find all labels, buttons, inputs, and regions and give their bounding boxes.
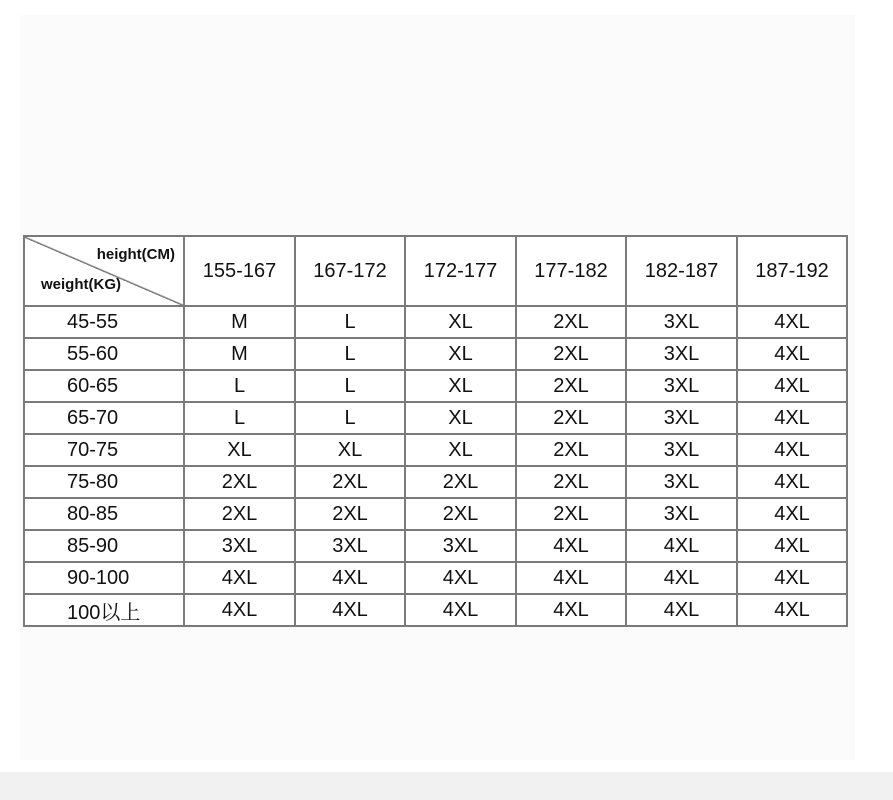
size-cell: 2XL [516, 466, 626, 498]
size-cell: 4XL [737, 562, 847, 594]
size-cell: 2XL [516, 402, 626, 434]
size-cell: 4XL [626, 562, 737, 594]
size-cell: 2XL [516, 338, 626, 370]
size-cell: 4XL [184, 594, 295, 626]
size-cell: 4XL [295, 562, 405, 594]
size-cell: 4XL [184, 562, 295, 594]
size-cell: 2XL [295, 466, 405, 498]
size-cell: 3XL [626, 402, 737, 434]
size-cell: 4XL [516, 594, 626, 626]
size-cell: 4XL [737, 402, 847, 434]
size-chart-table [23, 235, 848, 627]
size-cell: 2XL [405, 498, 516, 530]
size-cell: 2XL [516, 370, 626, 402]
size-cell: L [295, 370, 405, 402]
size-cell: M [184, 338, 295, 370]
table-row [24, 434, 847, 466]
size-cell: 2XL [516, 498, 626, 530]
size-cell: 4XL [737, 306, 847, 338]
table-row [24, 594, 847, 626]
weight-range-cell: 100以上 [24, 594, 184, 626]
size-cell: XL [405, 338, 516, 370]
size-cell: 4XL [737, 338, 847, 370]
weight-range-cell: 75-80 [24, 466, 184, 498]
table-row [24, 370, 847, 402]
size-cell: 4XL [405, 594, 516, 626]
size-cell: 2XL [405, 466, 516, 498]
size-cell: XL [184, 434, 295, 466]
size-cell: 4XL [516, 530, 626, 562]
height-axis-label: height(CM) [96, 246, 175, 263]
table-row [24, 466, 847, 498]
table-row [24, 338, 847, 370]
size-cell: 4XL [737, 594, 847, 626]
size-cell: 4XL [626, 594, 737, 626]
size-cell: 4XL [737, 498, 847, 530]
weight-range-cell: 60-65 [24, 370, 184, 402]
size-cell: 3XL [626, 498, 737, 530]
height-header: 177-182 [516, 236, 626, 306]
height-header: 187-192 [737, 236, 847, 306]
weight-range-cell: 90-100 [24, 562, 184, 594]
weight-range-cell: 55-60 [24, 338, 184, 370]
size-cell: 3XL [626, 306, 737, 338]
height-header: 172-177 [405, 236, 516, 306]
weight-axis-label: weight(KG) [41, 276, 121, 293]
weight-range-cell: 70-75 [24, 434, 184, 466]
size-cell: 4XL [516, 562, 626, 594]
size-cell: L [295, 402, 405, 434]
size-cell: 4XL [626, 530, 737, 562]
table-row [24, 306, 847, 338]
size-cell: XL [405, 434, 516, 466]
table-row [24, 562, 847, 594]
size-cell: XL [295, 434, 405, 466]
size-cell: 4XL [737, 370, 847, 402]
size-cell: M [184, 306, 295, 338]
size-cell: 2XL [184, 498, 295, 530]
size-cell: 2XL [516, 306, 626, 338]
table-row [24, 498, 847, 530]
weight-range-cell: 45-55 [24, 306, 184, 338]
size-cell: XL [405, 402, 516, 434]
size-cell: XL [405, 306, 516, 338]
weight-range-cell: 85-90 [24, 530, 184, 562]
size-cell: L [184, 370, 295, 402]
bottom-bar [0, 772, 893, 800]
table-row [24, 402, 847, 434]
size-cell: L [295, 306, 405, 338]
size-cell: 3XL [184, 530, 295, 562]
size-cell: 4XL [405, 562, 516, 594]
weight-range-cell: 65-70 [24, 402, 184, 434]
weight-range-cell: 80-85 [24, 498, 184, 530]
size-cell: 4XL [737, 466, 847, 498]
size-cell: 2XL [295, 498, 405, 530]
size-cell: 4XL [295, 594, 405, 626]
size-cell: 3XL [626, 370, 737, 402]
height-header: 155-167 [184, 236, 295, 306]
size-cell: 3XL [626, 434, 737, 466]
table-row [24, 530, 847, 562]
height-header: 182-187 [626, 236, 737, 306]
size-cell: 3XL [295, 530, 405, 562]
size-cell: L [295, 338, 405, 370]
size-cell: 4XL [737, 434, 847, 466]
size-cell: 4XL [737, 530, 847, 562]
size-cell: 3XL [405, 530, 516, 562]
size-cell: 2XL [516, 434, 626, 466]
header-row [24, 236, 847, 306]
size-cell: L [184, 402, 295, 434]
size-cell: XL [405, 370, 516, 402]
corner-cell [24, 236, 184, 306]
size-cell: 2XL [184, 466, 295, 498]
height-header: 167-172 [295, 236, 405, 306]
size-cell: 3XL [626, 338, 737, 370]
size-cell: 3XL [626, 466, 737, 498]
